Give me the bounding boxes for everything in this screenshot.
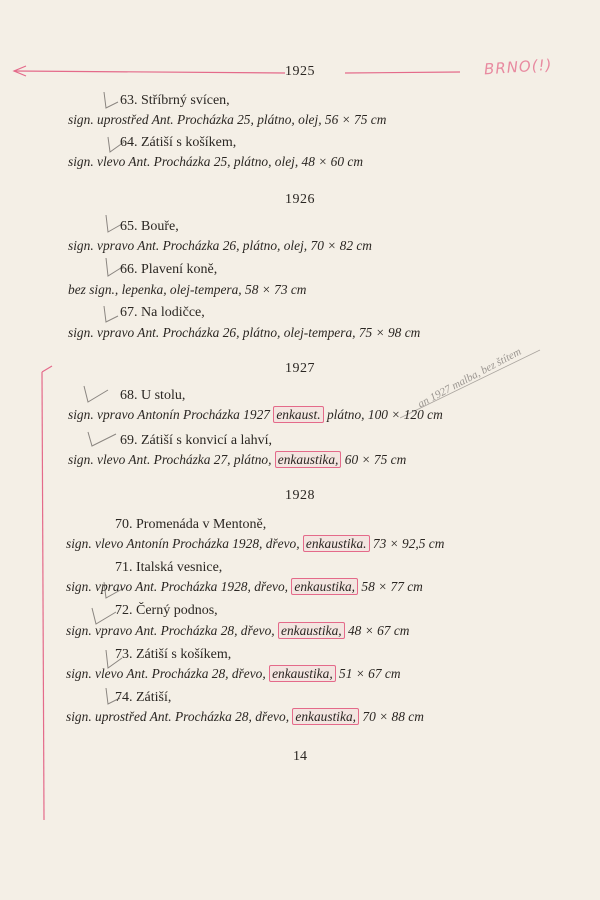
highlighted-technique: enkaustika. bbox=[303, 535, 370, 552]
entry-description: sign. uprostřed Ant. Procházka 25, plátno, olej, 56 × 75 cm bbox=[68, 112, 387, 127]
year-heading: 1927 bbox=[285, 361, 315, 376]
highlighted-technique: enkaustika, bbox=[278, 622, 345, 639]
entry-title: 74. Zátiší, bbox=[115, 690, 172, 705]
entry-description: sign. vlevo Ant. Procházka 27, plátno, enkaustika, 60 × 75 cm bbox=[68, 452, 407, 467]
pencil-tick-icon bbox=[104, 306, 118, 322]
entry-title: 66. Plavení koně, bbox=[120, 262, 218, 277]
highlighted-technique: enkaustika, bbox=[291, 578, 358, 595]
entry-description: sign. vpravo Ant. Procházka 1928, dřevo, enkaustika, 58 × 77 cm bbox=[66, 579, 423, 594]
entry-title: 72. Černý podnos, bbox=[115, 603, 218, 618]
page-number: 14 bbox=[293, 749, 307, 764]
entry-description: sign. vlevo Ant. Procházka 25, plátno, olej, 48 × 60 cm bbox=[68, 154, 364, 169]
highlighted-technique: enkaustika, bbox=[269, 665, 336, 682]
highlighted-technique: enkaust. bbox=[273, 406, 323, 423]
entry-description: sign. vpravo Ant. Procházka 26, plátno, olej-tempera, 75 × 98 cm bbox=[68, 325, 421, 340]
entry-title: 63. Stříbrný svícen, bbox=[120, 93, 230, 108]
entry-title: 71. Italská vesnice, bbox=[115, 560, 223, 575]
highlighted-technique: enkaustika, bbox=[292, 708, 359, 725]
pencil-note: an 1927 malba, bez štítem bbox=[415, 345, 524, 411]
entry-description: sign. vlevo Ant. Procházka 28, dřevo, enkaustika, 51 × 67 cm bbox=[66, 666, 401, 681]
pencil-tick-icon bbox=[104, 92, 118, 108]
entry-title: 70. Promenáda v Mentoně, bbox=[115, 517, 267, 532]
entry-description: sign. uprostřed Ant. Procházka 28, dřevo, enkaustika, 70 × 88 cm bbox=[66, 709, 424, 724]
entry-description: sign. vlevo Antonín Procházka 1928, dřevo, enkaustika. 73 × 92,5 cm bbox=[66, 536, 445, 551]
year-heading: 1928 bbox=[285, 488, 315, 503]
handwritten-annotation: BRNO(!) bbox=[483, 55, 554, 79]
entry-description: sign. vpravo Antonín Procházka 1927 enkaust. plátno, 100 × 120 cm bbox=[68, 407, 443, 422]
entry-description: sign. vpravo Ant. Procházka 28, dřevo, enkaustika, 48 × 67 cm bbox=[66, 623, 410, 638]
entry-title: 68. U stolu, bbox=[120, 388, 186, 403]
entry-description: sign. vpravo Ant. Procházka 26, plátno, olej, 70 × 82 cm bbox=[68, 238, 372, 253]
year-heading: 1925 bbox=[285, 64, 315, 79]
entry-title: 67. Na lodičce, bbox=[120, 305, 205, 320]
pencil-tick-icon bbox=[88, 432, 116, 446]
year-heading: 1926 bbox=[285, 192, 315, 207]
pencil-tick-icon bbox=[92, 608, 116, 624]
entry-title: 65. Bouře, bbox=[120, 219, 179, 234]
entry-title: 73. Zátiší s košíkem, bbox=[115, 647, 232, 662]
entry-description: bez sign., lepenka, olej-tempera, 58 × 73 cm bbox=[68, 282, 307, 297]
entry-title: 69. Zátiší s konvicí a lahví, bbox=[120, 433, 273, 448]
pencil-tick-icon bbox=[84, 386, 108, 402]
highlighted-technique: enkaustika, bbox=[275, 451, 342, 468]
entry-title: 64. Zátiší s košíkem, bbox=[120, 135, 237, 150]
